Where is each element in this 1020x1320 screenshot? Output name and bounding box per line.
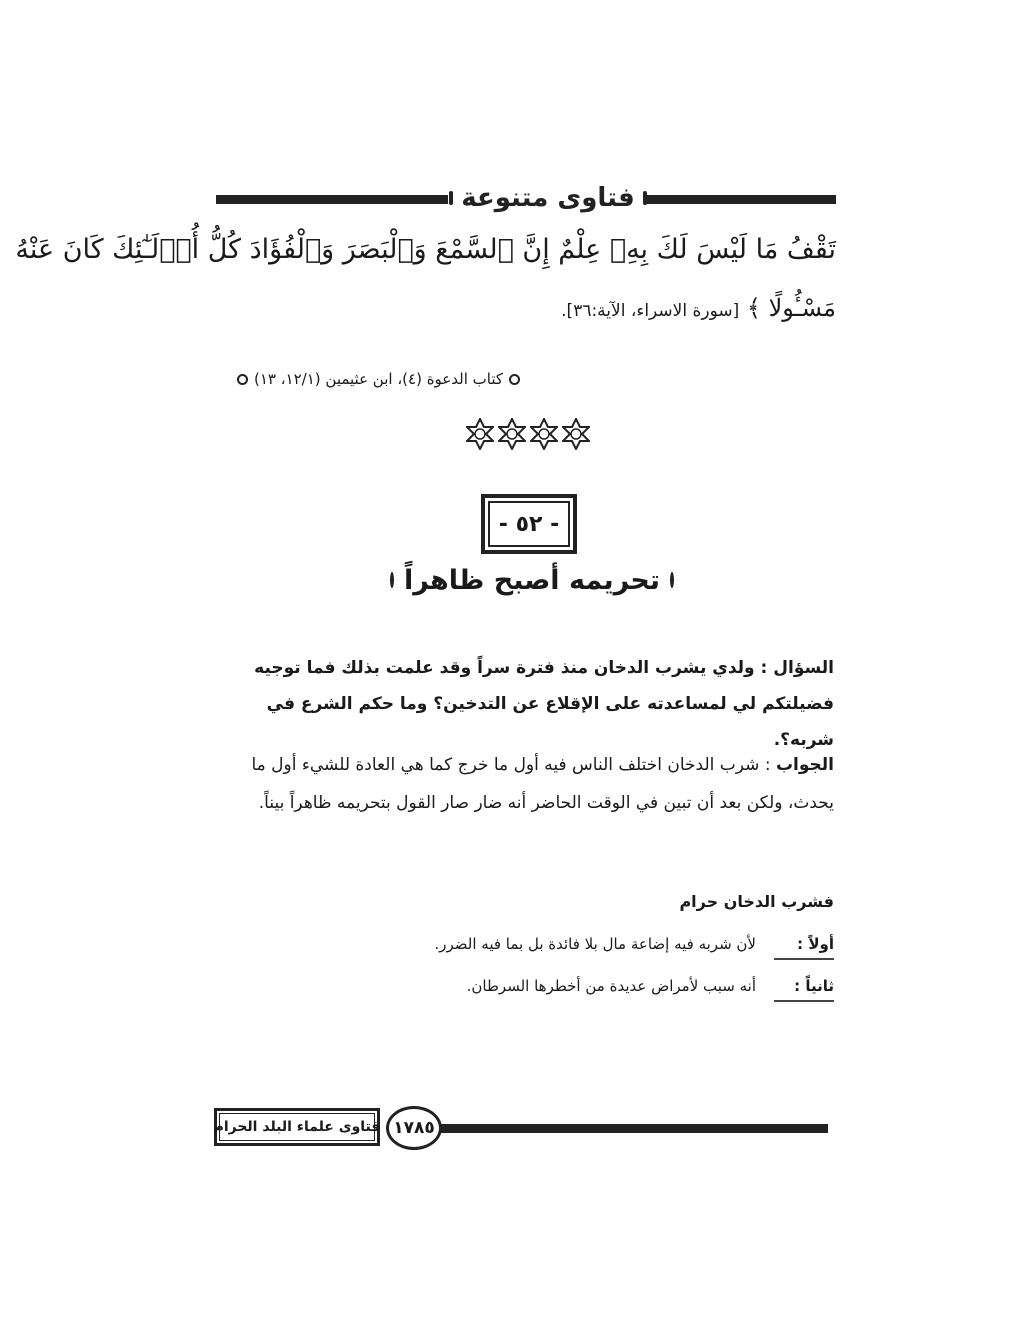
header-title-group (454, 178, 642, 218)
source-citation (237, 366, 520, 392)
answer-text: : شرب الدخان اختلف الناس فيه أول ما خرج كما هي العادة للشيء أول ما يحدث، ولكن بعد أن تبين في الوقت الحاضر أنه ضار صار القول بتحريمه ظاهراً بيناً. (251, 755, 834, 813)
circle-bullet-icon (670, 572, 674, 588)
quran-verse-line-1: تَقْفُ مَا لَيْسَ لَكَ بِهِۦ عِلْمٌ إِنَّ ٱلسَّمْعَ وَٱلْبَصَرَ وَٱلْفُؤَادَ كُلُّ أُو۟لَـٰٓئِكَ كَانَ عَنْهُ (15, 234, 836, 265)
verse-reference: [سورة الاسراء، الآية:٣٦]. (561, 301, 740, 321)
topic-title: تحريمه أصبح ظاهراً (404, 564, 660, 596)
circle-bullet-icon (390, 572, 394, 588)
answer-label: الجواب (775, 755, 834, 775)
reason-item (374, 930, 834, 960)
question-paragraph (218, 650, 834, 758)
footer-rule (430, 1124, 828, 1133)
fatwa-topic (402, 560, 662, 600)
book-title-box (214, 1108, 380, 1146)
verse-ending: مَسْـُٔولًا ﴾ (746, 294, 836, 322)
page-number: ١٧٨٥ (386, 1106, 442, 1150)
ornament-star-icon (466, 418, 494, 450)
reason-label: ثانياً : (774, 972, 834, 1002)
ornament-star-icon (498, 418, 526, 450)
ornament-star-icon (530, 418, 558, 450)
ornament-star-icon (562, 418, 590, 450)
reason-item (374, 972, 834, 1002)
section-title: فتاوى متنوعة (461, 183, 635, 213)
book-title: فتاوى علماء البلد الحرام (219, 1113, 375, 1141)
square-bullet-icon (449, 191, 453, 205)
fatwa-number: - ٥٢ - (488, 501, 570, 547)
ornament-divider (466, 418, 590, 454)
question-label: السؤال (773, 658, 834, 678)
quran-verse-line-2 (196, 288, 836, 331)
question-text: : ولدي يشرب الدخان منذ فترة سراً وقد علمت بذلك فما توجيه فضيلتكم لي لمساعدته على الإقلاع عن التدخين؟ وما حكم الشرع في شربه؟. (254, 658, 834, 750)
header-rule-right (646, 195, 836, 204)
circle-bullet-icon (237, 374, 248, 385)
source-text: كتاب الدعوة (٤)، ابن عثيمين (١٢/١، ١٣) (253, 370, 503, 388)
header-rule-left (216, 195, 448, 204)
reason-text: أنه سبب لأمراض عديدة من أخطرها السرطان. (466, 977, 756, 995)
conclusion-text: فشرب الدخان حرام (679, 892, 834, 911)
circle-bullet-icon (509, 374, 520, 385)
reason-text: لأن شربه فيه إضاعة مال بلا فائدة بل بما فيه الضرر. (434, 935, 756, 953)
page-footer (214, 1102, 828, 1154)
reason-label: أولاً : (774, 930, 834, 960)
fatwa-number-box (481, 494, 577, 554)
page-header (216, 176, 836, 222)
answer-paragraph (218, 746, 834, 822)
